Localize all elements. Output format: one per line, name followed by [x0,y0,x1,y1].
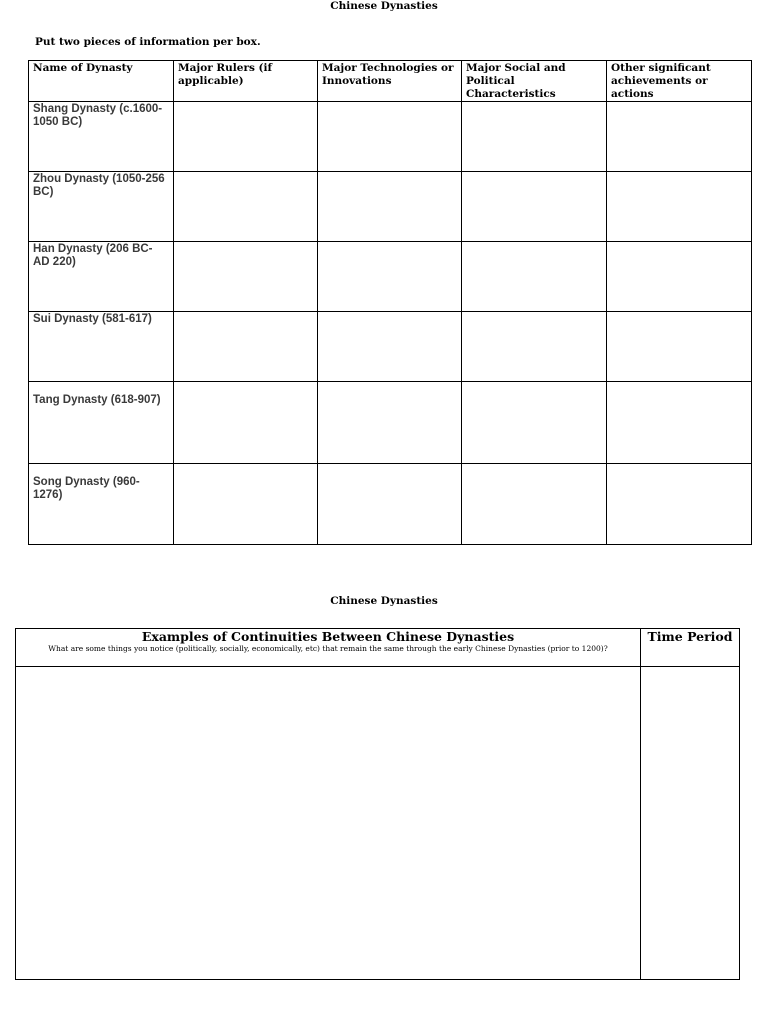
continuity-prompt: What are some things you notice (politically, socially, economically, etc) that remain the same through the early Chinese Dynasties (prior to 1200)? [48,644,608,653]
answer-cell-other-achievements[interactable] [607,242,752,312]
page-title-second: Chinese Dynasties [330,595,438,607]
time-period-answer-area[interactable] [641,667,740,980]
page-title: Chinese Dynasties [330,0,438,12]
answer-cell-social-political[interactable] [462,464,607,545]
answer-cell-major-rulers[interactable] [174,102,318,172]
dynasty-table [28,60,752,545]
answer-cell-major-rulers[interactable] [174,312,318,382]
dynasty-table-header-row [29,61,752,102]
column-header-dynasty-name: Name of Dynasty [29,61,174,102]
answer-cell-social-political[interactable] [462,102,607,172]
answer-cell-other-achievements[interactable] [607,312,752,382]
answer-cell-other-achievements[interactable] [607,172,752,242]
dynasty-name-cell: Song Dynasty (960-1276) [29,464,174,545]
column-header-technologies: Major Technologies or Innovations [318,61,462,102]
answer-cell-technologies[interactable] [318,242,462,312]
table-row [29,242,752,312]
time-period-header: Time Period [641,629,740,667]
answer-cell-technologies[interactable] [318,312,462,382]
table-row [29,464,752,545]
answer-cell-social-political[interactable] [462,382,607,464]
answer-cell-major-rulers[interactable] [174,464,318,545]
answer-cell-major-rulers[interactable] [174,382,318,464]
continuity-table [15,628,740,980]
dynasty-name-cell: Zhou Dynasty (1050-256 BC) [29,172,174,242]
dynasty-name-cell: Shang Dynasty (c.1600-1050 BC) [29,102,174,172]
answer-cell-other-achievements[interactable] [607,382,752,464]
answer-cell-other-achievements[interactable] [607,464,752,545]
answer-cell-major-rulers[interactable] [174,172,318,242]
answer-cell-technologies[interactable] [318,172,462,242]
continuity-header-row [16,629,740,667]
answer-cell-social-political[interactable] [462,242,607,312]
table-row [29,312,752,382]
answer-cell-technologies[interactable] [318,102,462,172]
dynasty-name-cell: Han Dynasty (206 BC-AD 220) [29,242,174,312]
column-header-other-achievements: Other significant achievements or actions [607,61,752,102]
answer-cell-social-political[interactable] [462,172,607,242]
answer-cell-technologies[interactable] [318,382,462,464]
column-header-major-rulers: Major Rulers (if applicable) [174,61,318,102]
continuity-title: Examples of Continuities Between Chinese Dynasties [141,629,515,644]
answer-cell-technologies[interactable] [318,464,462,545]
continuity-header-cell [16,629,641,667]
answer-cell-social-political[interactable] [462,312,607,382]
column-header-social-political: Major Social and Political Characteristics [462,61,607,102]
answer-cell-major-rulers[interactable] [174,242,318,312]
continuity-answer-row [16,667,740,980]
table-row [29,172,752,242]
dynasty-name-cell: Tang Dynasty (618-907) [29,382,174,464]
table-row [29,382,752,464]
instructions-text: Put two pieces of information per box. [35,36,261,48]
table-row [29,102,752,172]
dynasty-name-cell: Sui Dynasty (581-617) [29,312,174,382]
continuity-answer-area[interactable] [16,667,641,980]
answer-cell-other-achievements[interactable] [607,102,752,172]
